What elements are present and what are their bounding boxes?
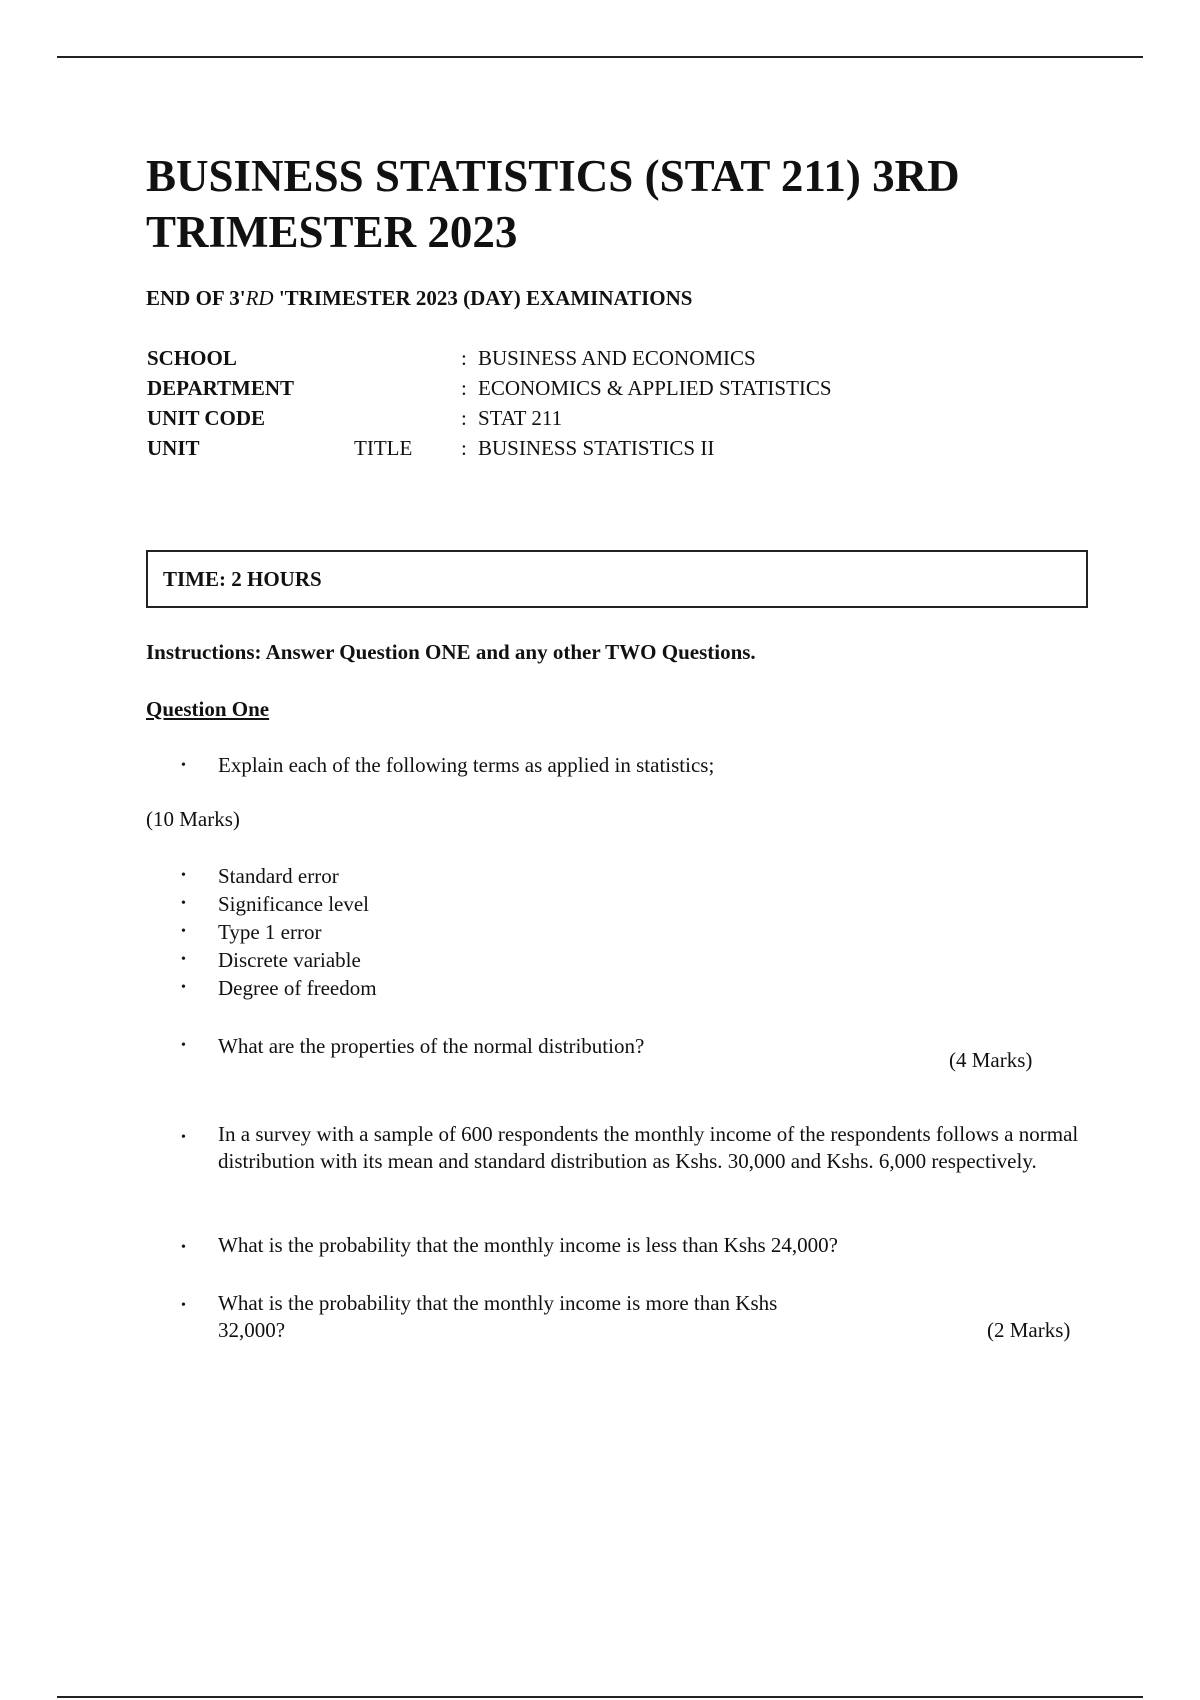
bullet: •	[181, 1038, 186, 1053]
bullet: •	[181, 952, 186, 967]
question-1c-text: In a survey with a sample of 600 respondents the monthly income of the respondents follows a normal distribution with its mean and standard distribution as Kshs. 30,000 and Kshs. 6,000 respectively.	[218, 1122, 1079, 1173]
bullet: •	[181, 924, 186, 939]
exam-heading-part2: 'TRIMESTER 2023 (DAY) EXAMINATIONS	[273, 286, 693, 310]
bullet: •	[181, 1240, 186, 1255]
unit-code-colon: :	[461, 406, 467, 430]
unit-code-value: STAT 211	[478, 406, 563, 430]
unit-label: UNIT	[147, 436, 200, 460]
term-item: Type 1 error	[218, 920, 322, 944]
exam-heading	[146, 286, 692, 311]
question-1e-marks: (2 Marks)	[987, 1318, 1071, 1342]
department-label: DEPARTMENT	[147, 376, 295, 400]
bullet: •	[181, 758, 186, 773]
question-1b-marks: (4 Marks)	[949, 1048, 1033, 1072]
question-one-heading: Question One	[146, 697, 270, 721]
bullet: •	[181, 868, 186, 883]
top-rule	[57, 56, 1143, 58]
term-item: Significance level	[218, 892, 370, 916]
exam-heading-part1: END OF 3'	[146, 286, 246, 310]
time-box	[146, 550, 1088, 608]
school-label: SCHOOL	[147, 346, 237, 370]
question-1d-text: What is the probability that the monthly income is less than Kshs 24,000?	[218, 1233, 838, 1257]
question-1e-text-line1: What is the probability that the monthly income is more than Kshs	[218, 1291, 778, 1315]
term-item: Standard error	[218, 864, 339, 888]
exam-duration: TIME: 2 HOURS	[163, 567, 322, 591]
bottom-rule	[57, 1696, 1143, 1698]
unit-title-value: BUSINESS STATISTICS II	[478, 436, 715, 460]
department-value: ECONOMICS & APPLIED STATISTICS	[478, 376, 832, 400]
question-1b-text: What are the properties of the normal distribution?	[218, 1034, 645, 1058]
bullet: •	[181, 980, 186, 995]
document-title: BUSINESS STATISTICS (STAT 211) 3RD TRIMESTER 2023	[146, 151, 960, 257]
school-colon: :	[461, 346, 467, 370]
bullet: •	[181, 1298, 186, 1313]
question-1a-text: Explain each of the following terms as applied in statistics;	[218, 753, 715, 777]
unit-title-label: TITLE	[354, 436, 413, 460]
unit-code-label: UNIT CODE	[147, 406, 266, 430]
instructions: Instructions: Answer Question ONE and any other TWO Questions.	[146, 640, 756, 664]
term-item: Discrete variable	[218, 948, 361, 972]
unit-title-colon: :	[461, 436, 467, 460]
question-1e-text-line2: 32,000?	[218, 1318, 286, 1342]
school-value: BUSINESS AND ECONOMICS	[478, 346, 756, 370]
bullet: •	[181, 1130, 186, 1145]
department-colon: :	[461, 376, 467, 400]
exam-heading-superscript: RD	[245, 286, 274, 310]
term-item: Degree of freedom	[218, 976, 377, 1000]
question-1a-marks: (10 Marks)	[146, 807, 240, 831]
bullet: •	[181, 896, 186, 911]
